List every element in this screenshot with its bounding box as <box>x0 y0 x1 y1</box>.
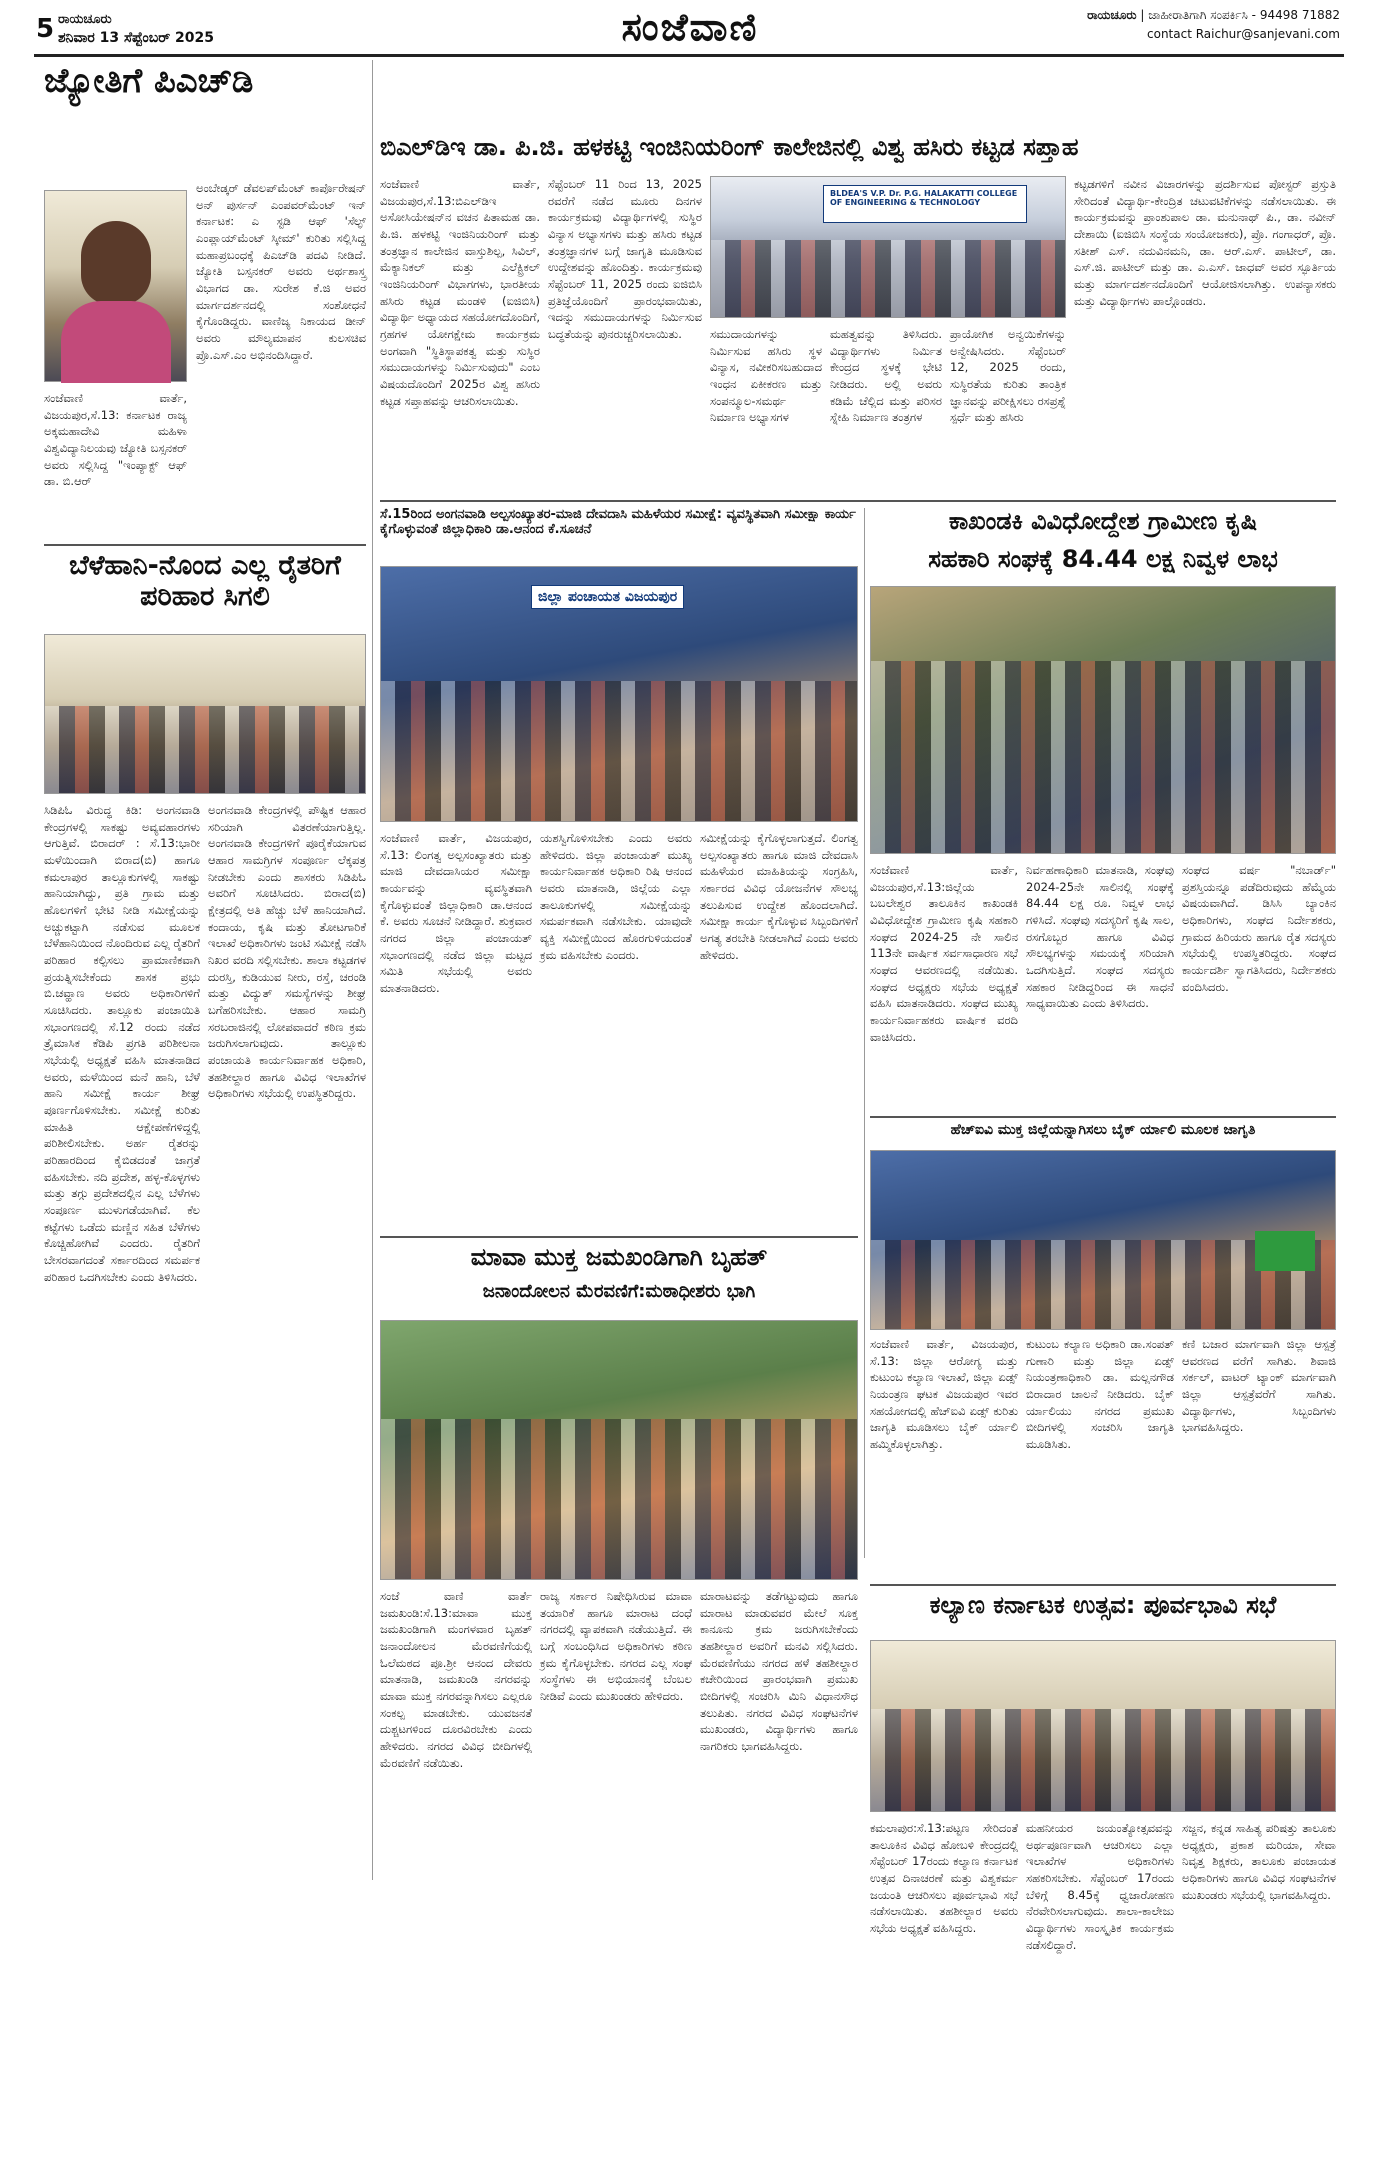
college-banner: BLDEA'S V.P. Dr. P.G. HALAKATTI COLLEGE OF ENGINEERING & TECHNOLOGY <box>823 185 1027 223</box>
portrait-body <box>61 301 171 383</box>
cooperative-col2: ನಿರ್ವಹಣಾಧಿಕಾರಿ ಮಾತನಾಡಿ, ಸಂಘವು 2024-25ನೇ ಸಾಲಿನಲ್ಲಿ ಸಂಘಕ್ಕೆ 84.44 ಲಕ್ಷ ರೂ. ನಿವ್ವಳ ಲಾಭ ಗಳಿಸಿದೆ. ಸಂಘವು ಸದಸ್ಯರಿಗೆ ಕೃಷಿ ಸಾಲ, ರಸಗೊಬ್ಬರ ಹಾಗೂ ವಿವಿಧ ಸೌಲಭ್ಯಗಳನ್ನು ಸಮಯಕ್ಕೆ ಸರಿಯಾಗಿ ಒದಗಿಸುತ್ತಿದೆ. ಸಂಘದ ಸದಸ್ಯರು ಸಹಕಾರ ನೀಡಿದ್ದರಿಂದ ಈ ಸಾಧನೆ ಸಾಧ್ಯವಾಯಿತು ಎಂದು ತಿಳಿಸಿದರು. <box>1026 863 1178 1011</box>
section-separator <box>380 1236 858 1238</box>
belehani-headline: ಬೆಳೆಹಾನಿ-ನೊಂದ ಎಲ್ಲ ರೈತರಿಗೆ ಪರಿಹಾರ ಸಿಗಲಿ <box>69 550 341 613</box>
kalyana-col1: ಕಮಲಾಪುರ:ಸೆ.13:ಪಟ್ಟಣ ಸೇರಿದಂತೆ ತಾಲೂಕಿನ ವಿವಿಧ ಹೋಬಳಿ ಕೇಂದ್ರದಲ್ಲಿ ಸೆಪ್ಟೆಂಬರ್ 17ರಂದು ಕಲ್ಯಾಣ ಕರ್ನಾಟಕ ಉತ್ಸವ ದಿನಾಚರಣೆ ಮತ್ತು ವಿಶ್ವಕರ್ಮ ಜಯಂತಿ ಆಚರಿಸಲು ಪೂರ್ವಭಾವಿ ಸಭೆ ನಡೆಸಲಾಯಿತು. ತಹಶೀಲ್ದಾರ ಅವರು ಸಭೆಯ ಅಧ್ಯಕ್ಷತೆ ವಹಿಸಿದ್ದರು. <box>870 1821 1022 1936</box>
mava-headline-2: ಜನಾಂದೋಲನ ಮೆರವಣಿಗೆ:ಮಠಾಧೀಶರು ಭಾಗಿ <box>482 1281 756 1302</box>
blde-right-col: ಕಟ್ಟಡಗಳಿಗೆ ನವೀನ ವಿಚಾರಗಳನ್ನು ಪ್ರದರ್ಶಿಸುವ ಪೋಸ್ಟರ್ ಪ್ರಸ್ತುತಿ ಸೇರಿದಂತೆ ವಿದ್ಯಾರ್ಥಿ-ಕೇಂದ್ರಿತ ಚಟುವಟಿಕೆಗಳನ್ನು ನಡೆಸಲಾಯಿತು. ಈ ಕಾರ್ಯಕ್ರಮವನ್ನು ಪ್ರಾಂಶುಪಾಲ ಡಾ. ಮನುನಾಥ್ ಪಿ., ಡಾ. ನವೀನ್ ದೇಶಾಯಿ (ಐಜಿಬಿಸಿ ಸಂಸ್ಥೆಯ ಸಂಯೋಜಕರು), ಪ್ರೊ. ಗಂಗಾಧರ್, ಪ್ರೊ. ಸತೀಶ್ ಎಸ್. ನದುವಿನಮನಿ, ಡಾ. ಆರ್.ಎಸ್. ಪಾಟೀಲ್, ಡಾ. ಎಸ್.ಜಿ. ಪಾಟೀಲ್ ಮತ್ತು ಡಾ. ಎ.ಎಸ್. ಜಾಧವ್ ಅವರ ಸ್ಫೂರ್ತಿಯ ಮತ್ತು ಮಾರ್ಗದರ್ಶನದೊಂದಿಗೆ ಆಯೋಜಿಸಲಾಗಿತ್ತು. ಉಪನ್ಯಾಸಕರು ಮತ್ತು ವಿದ್ಯಾರ್ಥಿಗಳು ಪಾಲ್ಗೊಂಡರು. <box>1074 177 1340 308</box>
blde-under-1: ಸಮುದಾಯಗಳನ್ನು ನಿರ್ಮಿಸುವ ಹಸಿರು ಸ್ಥಳ ವಿನ್ಯಾಸ, ನವೀಕರಿಸಬಹುದಾದ ಇಂಧನ ಏಕೀಕರಣ ಮತ್ತು ಸಂಪನ್ಮೂಲ-ಸಮರ್ಥ ನಿರ್ಮಾಣ ಅಭ್ಯಾಸಗಳ <box>710 327 826 425</box>
ad-contact: ಜಾಹೀರಾತಿಗಾಗಿ ಸಂಪರ್ಕಿಸಿ - 94498 71882 <box>1148 8 1340 22</box>
page-number: 5 <box>36 14 55 44</box>
jyothi-body: ಅಂಬೇಡ್ಕರ್ ಡೆವಲಪ್‌ಮೆಂಟ್ ಕಾರ್ಪೊರೇಷನ್ ಅನ್ ಪುರ್ಸನ್ ಎಂಪವರ್‌ಮೆಂಟ್ ಇನ್ ಕರ್ನಾಟಕ: ಎ ಸ್ಟಡಿ ಆಫ್ 'ಸೆಲ್ಫ್ ಎಂಪ್ಲಾಯ್‌ಮೆಂಟ್ ಸ್ಕೀಮ್' ಕುರಿತು ಸಲ್ಲಿಸಿದ್ದ ಮಹಾಪ್ರಬಂಧಕ್ಕೆ ಪಿಎಚ್‌ಡಿ ಪದವಿ ನೀಡಿದೆ. ಜ್ಯೋತಿ ಬಸ್ಸನಕರ್ ಅವರು ಅರ್ಥಶಾಸ್ತ್ರ ವಿಭಾಗದ ಡಾ. ಸುರೇಶ ಕೆ.ಜಿ ಅವರ ಮಾರ್ಗದರ್ಶನದಲ್ಲಿ ಸಂಶೋಧನೆ ಕೈಗೊಂಡಿದ್ದರು. ವಾಣಿಜ್ಯ ನಿಕಾಯದ ಡೀನ್ ಅವರು ಮೌಲ್ಯಮಾಪನ ಕುಲಸಚಿವ ಪ್ರೊ.ಎಸ್.ಎಂ ಅಭಿನಂದಿಸಿದ್ದಾರೆ. <box>196 181 370 362</box>
photo-group <box>711 240 1065 317</box>
contact-email[interactable]: contact Raichur@sanjevani.com <box>1147 27 1340 41</box>
section-separator <box>870 1584 1336 1586</box>
mava-col3: ಮಾರಾಟವನ್ನು ತಡೆಗಟ್ಟುವುದು ಹಾಗೂ ಮಾರಾಟ ಮಾಡುವವರ ಮೇಲೆ ಸೂಕ್ತ ಕಾನೂನು ಕ್ರಮ ಜರುಗಿಸಬೇಕೆಂದು ತಹಶೀಲ್ದಾರ ಅವರಿಗೆ ಮನವಿ ಸಲ್ಲಿಸಿದರು. ಮೆರವಣಿಗೆಯು ನಗರದ ಹಳೆ ತಹಶೀಲ್ದಾರ ಕಚೇರಿಯಿಂದ ಪ್ರಾರಂಭವಾಗಿ ಪ್ರಮುಖ ಬೀದಿಗಳಲ್ಲಿ ಸಂಚರಿಸಿ ಮಿನಿ ವಿಧಾನಸೌಧ ತಲುಪಿತು. ನಗರದ ವಿವಿಧ ಸಂಘಟನೆಗಳ ಮುಖಂಡರು, ವಿದ್ಯಾರ್ಥಿಗಳು ಹಾಗೂ ನಾಗರಿಕರು ಭಾಗವಹಿಸಿದ್ದರು. <box>700 1589 862 1754</box>
blde-under-2: ಮಹತ್ವವನ್ನು ತಿಳಿಸಿದರು. ವಿದ್ಯಾರ್ಥಿಗಳು ನಿರ್ಮಿತ ಕೇಂದ್ರದ ಸ್ಥಳಕ್ಕೆ ಭೇಟಿ ನೀಡಿದರು. ಅಲ್ಲಿ ಅವರು ಕಡಿಮೆ ಚೆಲ್ಲಿದ ಮತ್ತು ಪರಿಸರ ಸ್ನೇಹಿ ನಿರ್ಮಾಣ ತಂತ್ರಗಳ <box>830 327 946 425</box>
kalyana-photo <box>870 1640 1336 1812</box>
anganwadi-headline: ಸೆ.15ರಿಂದ ಅಂಗನವಾಡಿ ಅಲ್ಪಸಂಖ್ಯಾತರ-ಮಾಜಿ ದೇವದಾಸಿ ಮಹಿಳೆಯರ ಸಮೀಕ್ಷೆ: ವ್ಯವಸ್ಥಿತವಾಗಿ ಸಮೀಕ್ಷಾ ಕಾರ್ಯ ಕೈಗೊಳ್ಳುವಂತೆ ಜಿಲ್ಲಾಧಿಕಾರಿ ಡಾ.ಆನಂದ ಕೆ.ಸೂಚನೆ <box>380 507 856 537</box>
photo-group <box>381 681 857 821</box>
portrait-head <box>81 221 151 305</box>
cooperative-headline-1: ಕಾಖಂಡಕಿ ವಿವಿಧೋದ್ದೇಶ ಗ್ರಾಮೀಣ ಕೃಷಿ <box>948 507 1258 535</box>
hiv-col3: ಕಣಿ ಬಜಾರ ಮಾರ್ಗವಾಗಿ ಜಿಲ್ಲಾ ಆಸ್ಪತ್ರೆ ಆವರಣದ ವರೆಗೆ ಸಾಗಿತು. ಶಿವಾಜಿ ಸರ್ಕಲ್, ವಾಟರ್ ಟ್ಯಾಂಕ್ ಮಾರ್ಗವಾಗಿ ಜಿಲ್ಲಾ ಆಸ್ಪತ್ರೆವರೆಗೆ ಸಾಗಿತು. ವಿದ್ಯಾರ್ಥಿಗಳು, ಸಿಬ್ಬಂದಿಗಳು ಭಾಗವಹಿಸಿದ್ದರು. <box>1182 1337 1340 1435</box>
section-separator <box>44 544 366 546</box>
mava-photo <box>380 1320 858 1580</box>
masthead-right: ರಾಯಚೂರು | ಜಾಹೀರಾತಿಗಾಗಿ ಸಂಪರ್ಕಿಸಿ - 94498 71882 contact Raichur@sanjevani.com <box>1087 8 1340 41</box>
col-divider <box>372 60 373 1880</box>
issue-date: ಶನಿವಾರ 13 ಸೆಪ್ಟೆಂಬರ್ 2025 <box>58 30 215 46</box>
jyothi-headline: ಜ್ಯೋತಿಗೆ ಪಿಎಚ್‌ಡಿ <box>44 61 254 101</box>
blde-headline: ಬಿಎಲ್‌ಡಿಇ ಡಾ. ಪಿ.ಜಿ. ಹಳಕಟ್ಟಿ ಇಂಜಿನಿಯರಿಂಗ್ ಕಾಲೇಜಿನಲ್ಲಿ ವಿಶ್ವ ಹಸಿರು ಕಟ್ಟಡ ಸಪ್ತಾಹ <box>380 133 1079 161</box>
hiv-col1: ಸಂಜೆವಾಣಿ ವಾರ್ತೆ, ವಿಜಯಪುರ, ಸೆ.13: ಜಿಲ್ಲಾ ಆರೋಗ್ಯ ಮತ್ತು ಕುಟುಂಬ ಕಲ್ಯಾಣ ಇಲಾಖೆ, ಜಿಲ್ಲಾ ಏಡ್ಸ್ ನಿಯಂತ್ರಣ ಘಟಕ ವಿಜಯಪುರ ಇವರ ಸಹಯೋಗದಲ್ಲಿ ಹೆಚ್‌ಐವಿ ಏಡ್ಸ್ ಕುರಿತು ಜಾಗೃತಿ ಮೂಡಿಸಲು ಬೈಕ್ ರ್ಯಾಲಿ ಹಮ್ಮಿಕೊಳ್ಳಲಾಗಿತ್ತು. <box>870 1337 1022 1452</box>
hiv-col2: ಕುಟುಂಬ ಕಲ್ಯಾಣ ಅಧಿಕಾರಿ ಡಾ.ಸಂಪತ್ ಗುಣಾರಿ ಮತ್ತು ಜಿಲ್ಲಾ ಏಡ್ಸ್ ನಿಯಂತ್ರಣಾಧಿಕಾರಿ ಡಾ. ಮಲ್ಲನಗೌಡ ಬಿರಾದಾರ ಚಾಲನೆ ನೀಡಿದರು. ಬೈಕ್ ರ್ಯಾಲಿಯು ನಗರದ ಪ್ರಮುಖ ಬೀದಿಗಳಲ್ಲಿ ಸಂಚರಿಸಿ ಜಾಗೃತಿ ಮೂಡಿಸಿತು. <box>1026 1337 1178 1452</box>
hiv-headline: ಹೆಚ್‌ಐವಿ ಮುಕ್ತ ಜಿಲ್ಲೆಯನ್ನಾಗಿಸಲು ಬೈಕ್ ರ್ಯಾಲಿ ಮೂಲಕ ಜಾಗೃತಿ <box>950 1122 1256 1138</box>
mava-col2: ರಾಜ್ಯ ಸರ್ಕಾರ ನಿಷೇಧಿಸಿರುವ ಮಾವಾ ತಯಾರಿಕೆ ಹಾಗೂ ಮಾರಾಟ ದಂಧೆ ನಗರದಲ್ಲಿ ವ್ಯಾಪಕವಾಗಿ ನಡೆಯುತ್ತಿದೆ. ಈ ಬಗ್ಗೆ ಸಂಬಂಧಿಸಿದ ಅಧಿಕಾರಿಗಳು ಕಠಿಣ ಕ್ರಮ ಕೈಗೊಳ್ಳಬೇಕು. ನಗರದ ಎಲ್ಲ ಸಂಘ ಸಂಸ್ಥೆಗಳು ಈ ಅಭಿಯಾನಕ್ಕೆ ಬೆಂಬಲ ನೀಡಿವೆ ಎಂದು ಮುಖಂಡರು ಹೇಳಿದರು. <box>540 1589 696 1704</box>
col-divider <box>864 508 865 1558</box>
blde-col1: ಸಂಜೆವಾಣಿ ವಾರ್ತೆ, ವಿಜಯಪುರ,ಸೆ.13:ಬಿಎಲ್‌ಡಿಇ ಅಸೋಸಿಯೇಷನ್‌ನ ವಚನ ಪಿತಾಮಹ ಡಾ. ಪಿ.ಜಿ. ಹಳಕಟ್ಟಿ ಇಂಜಿನಿಯರಿಂಗ್ ಮತ್ತು ತಂತ್ರಜ್ಞಾನ ಕಾಲೇಜಿನ ವಾಸ್ತುಶಿಲ್ಪ, ಸಿವಿಲ್, ಮೆಕ್ಯಾನಿಕಲ್ ಮತ್ತು ಎಲೆಕ್ಟ್ರಿಕಲ್ ಇಂಜಿನಿಯರಿಂಗ್ ವಿಭಾಗಗಳು, ಭಾರತೀಯ ಹಸಿರು ಕಟ್ಟಡ ಮಂಡಳಿ (ಐಜಿಬಿಸಿ) ವಿದ್ಯಾರ್ಥಿ ಅಧ್ಯಾಯದ ಸಹಯೋಗದೊಂದಿಗೆ, ಗ್ರಹಗಳ ಯೋಗಕ್ಷೇಮ ಕಾರ್ಯಕ್ರಮ ಅಂಗವಾಗಿ "ಸ್ಥಿತಿಸ್ಥಾಪಕತ್ವ ಮತ್ತು ಸುಸ್ಥಿರ ಸಮುದಾಯಗಳನ್ನು ನಿರ್ಮಿಸುವುದು" ಎಂಬ ವಿಷಯದೊಂದಿಗೆ 2025ರ ವಿಶ್ವ ಹಸಿರು ಕಟ್ಟಡ ಸಪ್ತಾಹವನ್ನು ಆಚರಿಸಲಾಯಿತು. <box>380 177 544 408</box>
cooperative-col3: ಸಂಘದ ವರ್ಷ "ನಬಾರ್ಡ್" ಪ್ರಶಸ್ತಿಯನ್ನೂ ಪಡೆದಿರುವುದು ಹೆಮ್ಮೆಯ ವಿಷಯವಾಗಿದೆ. ಡಿಸಿಸಿ ಬ್ಯಾಂಕಿನ ಅಧಿಕಾರಿಗಳು, ಸಂಘದ ನಿರ್ದೇಶಕರು, ಗ್ರಾಮದ ಹಿರಿಯರು ಹಾಗೂ ರೈತ ಸದಸ್ಯರು ಸಭೆಯಲ್ಲಿ ಉಪಸ್ಥಿತರಿದ್ದರು. ಸಂಘದ ಕಾರ್ಯದರ್ಶಿ ಸ್ವಾಗತಿಸಿದರು, ನಿರ್ದೇಶಕರು ವಂದಿಸಿದರು. <box>1182 863 1340 994</box>
section-separator <box>870 1116 1336 1118</box>
section-separator <box>380 500 1336 502</box>
location-right: ರಾಯಚೂರು <box>1087 8 1137 22</box>
hiv-photo <box>870 1150 1336 1330</box>
cooperative-col1: ಸಂಜೆವಾಣಿ ವಾರ್ತೆ, ವಿಜಯಪುರ,ಸೆ.13:ಜಿಲ್ಲೆಯ ಬಬಲೇಶ್ವರ ತಾಲೂಕಿನ ಕಾಖಂಡಕಿ ವಿವಿಧೋದ್ದೇಶ ಗ್ರಾಮೀಣ ಕೃಷಿ ಸಹಕಾರಿ ಸಂಘದ 2024-25 ನೇ ಸಾಲಿನ 113ನೇ ವಾರ್ಷಿಕ ಸರ್ವಸಾಧಾರಣ ಸಭೆ ಸಂಘದ ಆವರಣದಲ್ಲಿ ನಡೆಯಿತು. ಸಂಘದ ಅಧ್ಯಕ್ಷರು ಸಭೆಯ ಅಧ್ಯಕ್ಷತೆ ವಹಿಸಿ ಮಾತನಾಡಿದರು. ಸಂಘದ ಮುಖ್ಯ ಕಾರ್ಯನಿರ್ವಾಹಕರು ವಾರ್ಷಿಕ ವರದಿ ವಾಚಿಸಿದರು. <box>870 863 1022 1044</box>
mava-col1: ಸಂಜೆ ವಾಣಿ ವಾರ್ತೆ ಜಮಖಂಡಿ:ಸೆ.13:ಮಾವಾ ಮುಕ್ತ ಜಮಖಂಡಿಗಾಗಿ ಮಂಗಳವಾರ ಬೃಹತ್ ಜನಾಂದೋಲನ ಮೆರವಣಿಗೆಯಲ್ಲಿ ಓಲೆಮಠದ ಪೂ.ಶ್ರೀ ಆನಂದ ದೇವರು ಮಾತನಾಡಿ, ಜಮಖಂಡಿ ನಗರವನ್ನು ಮಾವಾ ಮುಕ್ತ ನಗರವನ್ನಾಗಿಸಲು ಎಲ್ಲರೂ ಸಂಕಲ್ಪ ಮಾಡಬೇಕು. ಯುವಜನತೆ ದುಶ್ಚಟಗಳಿಂದ ದೂರವಿರಬೇಕು ಎಂದು ಹೇಳಿದರು. ನಗರದ ವಿವಿಧ ಬೀದಿಗಳಲ್ಲಿ ಮೆರವಣಿಗೆ ನಡೆಯಿತು. <box>380 1589 536 1770</box>
cooperative-headline-2: ಸಹಕಾರಿ ಸಂಘಕ್ಕೆ 84.44 ಲಕ್ಷ ನಿವ್ವಳ ಲಾಭ <box>928 545 1278 573</box>
mava-headline-1: ಮಾವಾ ಮುಕ್ತ ಜಮಖಂಡಿಗಾಗಿ ಬೃಹತ್ <box>470 1243 768 1271</box>
kalyana-col3: ಸಜ್ಜನ, ಕನ್ನಡ ಸಾಹಿತ್ಯ ಪರಿಷತ್ತು ತಾಲೂಕು ಅಧ್ಯಕ್ಷರು, ಪ್ರಕಾಶ ಮರಿಯಾ, ಸೇವಾ ನಿವೃತ್ತ ಶಿಕ್ಷಕರು, ತಾಲೂಕು ಪಂಚಾಯತ ಅಧಿಕಾರಿಗಳು ಹಾಗೂ ವಿವಿಧ ಸಂಘಟನೆಗಳ ಮುಖಂಡರು ಸಭೆಯಲ್ಲಿ ಭಾಗವಹಿಸಿದ್ದರು. <box>1182 1821 1340 1902</box>
anganwadi-photo <box>380 566 858 822</box>
photo-group <box>45 706 365 793</box>
belehani-photo <box>44 634 366 794</box>
kalyana-headline: ಕಲ್ಯಾಣ ಕರ್ನಾಟಕ ಉತ್ಸವ: ಪೂರ್ವಭಾವಿ ಸಭೆ <box>929 1591 1277 1619</box>
location-left: ರಾಯಚೂರು <box>58 12 112 27</box>
jyothi-caption: ಸಂಜೆವಾಣಿ ವಾರ್ತೆ, ವಿಜಯಪುರ,ಸೆ.13: ಕರ್ನಾಟಕ ರಾಜ್ಯ ಅಕ್ಕಮಹಾದೇವಿ ಮಹಿಳಾ ವಿಶ್ವವಿದ್ಯಾನಿಲಯವು ಜ್ಯೋತಿ ಬಸ್ಸನಕರ್ ಅವರು ಸಲ್ಲಿಸಿದ್ದ "ಇಂಪ್ಯಾಕ್ಟ್ ಆಫ್ ಡಾ. ಬಿ.ಆರ್ <box>44 391 191 489</box>
anganwadi-col3: ಸಮೀಕ್ಷೆಯನ್ನು ಕೈಗೊಳ್ಳಲಾಗುತ್ತದೆ. ಲಿಂಗತ್ವ ಅಲ್ಪಸಂಖ್ಯಾತರು ಹಾಗೂ ಮಾಜಿ ದೇವದಾಸಿ ಮಹಿಳೆಯರ ಮಾಹಿತಿಯನ್ನು ಸಂಗ್ರಹಿಸಿ, ಸರ್ಕಾರದ ವಿವಿಧ ಯೋಜನೆಗಳ ಸೌಲಭ್ಯ ತಲುಪಿಸುವ ಉದ್ದೇಶ ಹೊಂದಲಾಗಿದೆ. ಸಮೀಕ್ಷಾ ಕಾರ್ಯ ಕೈಗೊಳ್ಳುವ ಸಿಬ್ಬಂದಿಗಳಿಗೆ ಅಗತ್ಯ ತರಬೇತಿ ನೀಡಲಾಗಿದೆ ಎಂದು ಅವರು ಹೇಳಿದರು. <box>700 831 862 962</box>
masthead-left <box>36 10 396 50</box>
blde-photo <box>710 176 1066 318</box>
anganwadi-col2: ಯಶಸ್ವಿಗೊಳಿಸಬೇಕು ಎಂದು ಅವರು ಹೇಳಿದರು. ಜಿಲ್ಲಾ ಪಂಚಾಯತ್ ಮುಖ್ಯ ಕಾರ್ಯನಿರ್ವಾಹಕ ಅಧಿಕಾರಿ ರಿಷಿ ಆನಂದ ಅವರು ಮಾತನಾಡಿ, ಜಿಲ್ಲೆಯ ಎಲ್ಲಾ ತಾಲೂಕುಗಳಲ್ಲಿ ಸಮೀಕ್ಷೆಯನ್ನು ಸಮರ್ಪಕವಾಗಿ ನಡೆಸಬೇಕು. ಯಾವುದೇ ವ್ಯಕ್ತಿ ಸಮೀಕ್ಷೆಯಿಂದ ಹೊರಗುಳಿಯದಂತೆ ಕ್ರಮ ವಹಿಸಬೇಕು ಎಂದರು. <box>540 831 696 962</box>
photo-crowd <box>871 661 1335 853</box>
anganwadi-col1: ಸಂಜೆವಾಣಿ ವಾರ್ತೆ, ವಿಜಯಪುರ, ಸೆ.13: ಲಿಂಗತ್ವ ಅಲ್ಪಸಂಖ್ಯಾತರು ಮತ್ತು ಮಾಜಿ ದೇವದಾಸಿಯರ ಸಮೀಕ್ಷಾ ಕಾರ್ಯವನ್ನು ವ್ಯವಸ್ಥಿತವಾಗಿ ಕೈಗೊಳ್ಳುವಂತೆ ಜಿಲ್ಲಾಧಿಕಾರಿ ಡಾ.ಆನಂದ ಕೆ. ಅವರು ಸೂಚನೆ ನೀಡಿದ್ದಾರೆ. ಶುಕ್ರವಾರ ನಗರದ ಜಿಲ್ಲಾ ಪಂಚಾಯತ್ ಸಭಾಂಗಣದಲ್ಲಿ ನಡೆದ ಜಿಲ್ಲಾ ಮಟ್ಟದ ಸಮಿತಿ ಸಭೆಯಲ್ಲಿ ಅವರು ಮಾತನಾಡಿದರು. <box>380 831 536 996</box>
belehani-col1: ಸಿಡಿಪಿಓ ವಿರುದ್ಧ ಕಿಡಿ: ಅಂಗನವಾಡಿ ಕೇಂದ್ರಗಳಲ್ಲಿ ಸಾಕಷ್ಟು ಅವ್ಯವಹಾರಗಳು ಆಗುತ್ತಿವೆ. ಬಿರಾದರ್ : ಸೆ.13:ಭಾರೀ ಮಳೆಯಿಂದಾಗಿ ಬಿರಾದ(ಬಿ) ಹಾಗೂ ಕಮಲಾಪುರ ತಾಲ್ಲೂಕುಗಳಲ್ಲಿ ಸಾಕಷ್ಟು ಹಾನಿಯಾಗಿದ್ದು, ಪ್ರತಿ ಗ್ರಾಮ ಮತ್ತು ಹೊಲಗಳಿಗೆ ಭೇಟಿ ನೀಡಿ ಸಮೀಕ್ಷೆಯನ್ನು ಅಚ್ಚುಕಟ್ಟಾಗಿ ನಡೆಸುವ ಮೂಲಕ ಬೆಳೆಹಾನಿಯಿಂದ ನೊಂದಿರುವ ಎಲ್ಲ ರೈತರಿಗೆ ಪರಿಹಾರ ಕಲ್ಪಿಸಲು ಪ್ರಾಮಾಣಿಕವಾಗಿ ಪ್ರಯತ್ನಿಸಬೇಕೆಂದು ಶಾಸಕ ಪ್ರಭು ಬಿ.ಚವ್ಹಾಣ ಅವರು ಅಧಿಕಾರಿಗಳಿಗೆ ಸೂಚಿಸಿದರು. ತಾಲ್ಲೂಕು ಪಂಚಾಯಿತಿ ಸಭಾಂಗಣದಲ್ಲಿ ಸೆ.12 ರಂದು ನಡೆದ ತ್ರೈಮಾಸಿಕ ಕೆಡಿಪಿ ಪ್ರಗತಿ ಪರಿಶೀಲನಾ ಸಭೆಯಲ್ಲಿ ಅಧ್ಯಕ್ಷತೆ ವಹಿಸಿ ಮಾತನಾಡಿದ ಅವರು, ಮಳೆಯಿಂದ ಮನೆ ಹಾನಿ, ಬೆಳೆ ಹಾನಿ ಸಮೀಕ್ಷೆ ಕಾರ್ಯ ಶೀಘ್ರ ಪೂರ್ಣಗೊಳಿಸಬೇಕು. ಸಮೀಕ್ಷೆ ಕುರಿತು ಮಾಹಿತಿ ಆಕ್ಷೇಪಣೆಗಳಿದ್ದಲ್ಲಿ ಪರಿಶೀಲಿಸಬೇಕು. ಅರ್ಹ ರೈತರನ್ನು ಪರಿಹಾರದಿಂದ ಕೈಬಿಡದಂತೆ ಜಾಗ್ರತೆ ವಹಿಸಬೇಕು. ನದಿ ಪ್ರದೇಶ, ಹಳ್ಳ-ಕೊಳ್ಳಗಳು ಮತ್ತು ತಗ್ಗು ಪ್ರದೇಶದಲ್ಲಿನ ಎಲ್ಲ ಬೆಳೆಗಳು ಸಂಪೂರ್ಣ ಮುಳುಗಡೆಯಾಗಿವೆ. ಕೆಲ ಕಟ್ಟೆಗಳು ಒಡೆದು ಮಣ್ಣಿನ ಸಹಿತ ಬೆಳೆಗಳು ಕೊಚ್ಚಿಹೋಗಿವೆ ಎಂದರು. ರೈತರಿಗೆ ಬೇಸರವಾಗದಂತೆ ಸರ್ಕಾರದಿಂದ ಸಮರ್ಪಕ ಪರಿಹಾರ ಒದಗಿಸಬೇಕು ಎಂದು ತಿಳಿಸಿದರು. <box>44 803 204 1284</box>
portrait-photo <box>44 190 187 382</box>
belehani-col2: ಅಂಗನವಾಡಿ ಕೇಂದ್ರಗಳಲ್ಲಿ ಪೌಷ್ಟಿಕ ಆಹಾರ ಸರಿಯಾಗಿ ವಿತರಣೆಯಾಗುತ್ತಿಲ್ಲ. ಅಂಗನವಾಡಿ ಕೇಂದ್ರಗಳಿಗೆ ಪೂರೈಕೆಯಾಗುವ ಆಹಾರ ಸಾಮಗ್ರಿಗಳ ಸಂಪೂರ್ಣ ಲೆಕ್ಕಪತ್ರ ನೀಡಬೇಕು ಎಂದು ಶಾಸಕರು ಸಿಡಿಪಿಓ ಅವರಿಗೆ ಸೂಚಿಸಿದರು. ಬಿರಾದ(ಬಿ) ಕ್ಷೇತ್ರದಲ್ಲಿ ಅತಿ ಹೆಚ್ಚು ಬೆಳೆ ಹಾನಿಯಾಗಿದೆ. ಕಂದಾಯ, ಕೃಷಿ ಮತ್ತು ತೋಟಗಾರಿಕೆ ಇಲಾಖೆ ಅಧಿಕಾರಿಗಳು ಜಂಟಿ ಸಮೀಕ್ಷೆ ನಡೆಸಿ ನಿಖರ ವರದಿ ಸಲ್ಲಿಸಬೇಕು. ಶಾಲಾ ಕಟ್ಟಡಗಳ ದುರಸ್ತಿ, ಕುಡಿಯುವ ನೀರು, ರಸ್ತೆ, ಚರಂಡಿ ಮತ್ತು ವಿದ್ಯುತ್ ಸಮಸ್ಯೆಗಳನ್ನು ಶೀಘ್ರ ಬಗೆಹರಿಸಬೇಕು. ಆಹಾರ ಸಾಮಗ್ರಿ ಸರಬರಾಜಿನಲ್ಲಿ ಲೋಪವಾದರೆ ಕಠಿಣ ಕ್ರಮ ಜರುಗಿಸಲಾಗುವುದು. ತಾಲ್ಲೂಕು ಪಂಚಾಯತಿ ಕಾರ್ಯನಿರ್ವಾಹಕ ಅಧಿಕಾರಿ, ತಹಶೀಲ್ದಾರ ಹಾಗೂ ವಿವಿಧ ಇಲಾಖೆಗಳ ಅಧಿಕಾರಿಗಳು ಸಭೆಯಲ್ಲಿ ಉಪಸ್ಥಿತರಿದ್ದರು. <box>208 803 370 1101</box>
green-flag <box>1255 1231 1315 1271</box>
kalyana-col2: ಮಹನೀಯರ ಜಯಂತ್ಯೋತ್ಸವವನ್ನು ಅರ್ಥಪೂರ್ಣವಾಗಿ ಆಚರಿಸಲು ಎಲ್ಲಾ ಇಲಾಖೆಗಳ ಅಧಿಕಾರಿಗಳು ಸಹಕರಿಸಬೇಕು. ಸೆಪ್ಟೆಂಬರ್ 17ರಂದು ಬೆಳಿಗ್ಗೆ 8.45ಕ್ಕೆ ಧ್ವಜಾರೋಹಣ ನೆರವೇರಿಸಲಾಗುವುದು. ಶಾಲಾ-ಕಾಲೇಜು ವಿದ್ಯಾರ್ಥಿಗಳು ಸಾಂಸ್ಕೃತಿಕ ಕಾರ್ಯಕ್ರಮ ನಡೆಸಲಿದ್ದಾರೆ. <box>1026 1821 1178 1952</box>
masthead-rule <box>34 54 1344 57</box>
paper-name: ಸಂಜೆವಾಣಿ <box>621 4 759 49</box>
zp-banner: ಜಿಲ್ಲಾ ಪಂಚಾಯತ ವಿಜಯಪುರ <box>531 585 684 609</box>
cooperative-photo <box>870 586 1336 854</box>
photo-group <box>871 1709 1335 1811</box>
photo-crowd <box>381 1419 857 1579</box>
blde-col2: ಸೆಪ್ಟೆಂಬರ್ 11 ರಿಂದ 13, 2025 ರವರೆಗೆ ನಡೆದ ಮೂರು ದಿನಗಳ ಕಾರ್ಯಕ್ರಮವು ವಿದ್ಯಾರ್ಥಿಗಳಲ್ಲಿ ಸುಸ್ಥಿರ ವಿನ್ಯಾಸ ಅಭ್ಯಾಸಗಳು ಮತ್ತು ಹಸಿರು ಕಟ್ಟಡ ತಂತ್ರಜ್ಞಾನಗಳ ಬಗ್ಗೆ ಜಾಗೃತಿ ಮೂಡಿಸುವ ಉದ್ದೇಶವನ್ನು ಹೊಂದಿತ್ತು. ಕಾರ್ಯಕ್ರಮವು ಸೆಪ್ಟೆಂಬರ್ 11, 2025 ರಂದು ಐಜಿಬಿಸಿ ಪ್ರತಿಜ್ಞೆಯೊಂದಿಗೆ ಪ್ರಾರಂಭವಾಯಿತು, ಇದನ್ನು ಸಮುದಾಯಗಳನ್ನು ನಿರ್ಮಿಸುವ ಬದ್ಧತೆಯನ್ನು ಪುನರುಚ್ಚರಿಸಲಾಯಿತು. <box>548 177 706 342</box>
blde-under-3: ಪ್ರಾಯೋಗಿಕ ಅನ್ವಯಿಕೆಗಳನ್ನು ಅನ್ವೇಷಿಸಿದರು. ಸೆಪ್ಟೆಂಬರ್ 12, 2025 ರಂದು, ಸುಸ್ಥಿರತೆಯ ಕುರಿತು ತಾಂತ್ರಿಕ ಜ್ಞಾನವನ್ನು ಪರೀಕ್ಷಿಸಲು ರಸಪ್ರಶ್ನೆ ಸ್ಪರ್ಧೆ ಮತ್ತು ಹಸಿರು <box>950 327 1070 425</box>
